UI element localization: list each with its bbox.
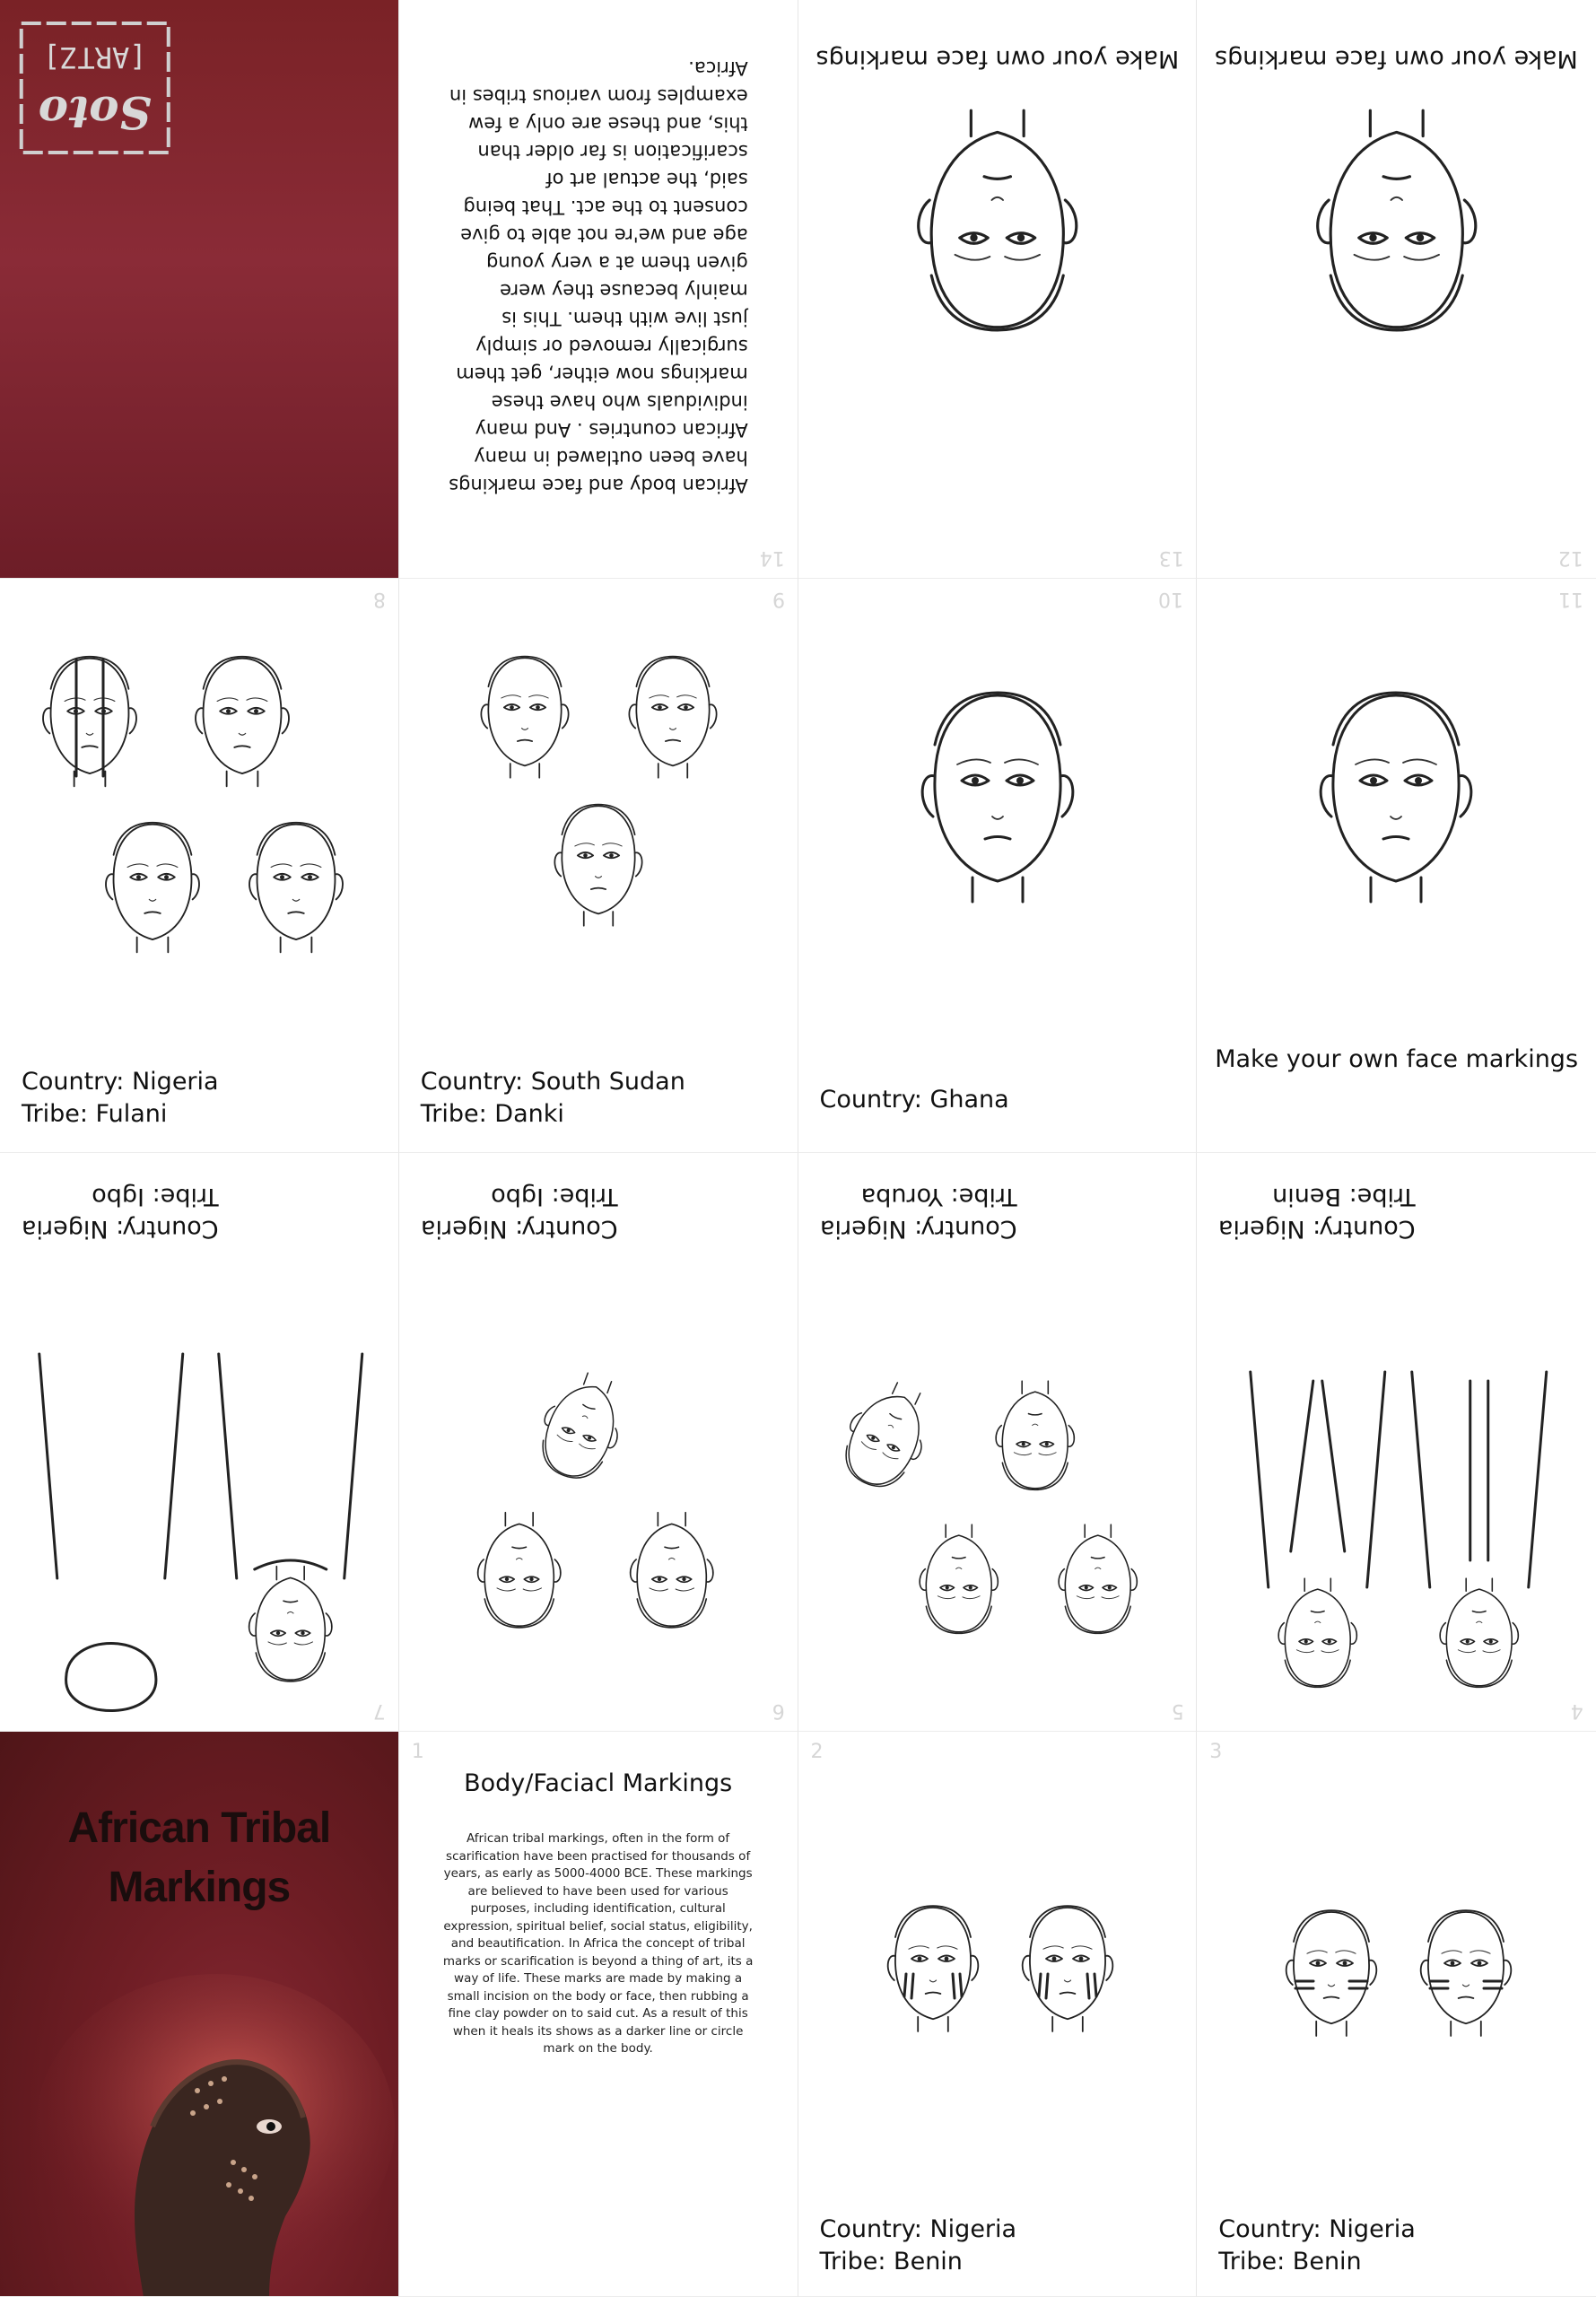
page-number: 12	[1558, 546, 1583, 569]
face-illustration	[671, 1568, 672, 1569]
row-3	[0, 1153, 1596, 1732]
logo-word-soto: Soto	[39, 86, 152, 139]
page-12-make-your-own	[1197, 0, 1596, 579]
face-illustration	[1331, 1974, 1332, 1975]
page-14-flipped	[399, 0, 798, 578]
page-12-flipped	[1197, 0, 1596, 578]
page-4-flipped	[1197, 1153, 1596, 1731]
tribe-label: Tribe: Igbo	[92, 1183, 219, 1210]
body-illustration	[1317, 1631, 1318, 1632]
body-illustration	[290, 1622, 291, 1623]
face-illustration	[525, 718, 526, 719]
intro-title: Body/Faciacl Markings	[464, 1769, 733, 1797]
caption	[22, 1180, 219, 1245]
tribe-label: Tribe: Danki	[420, 1100, 564, 1128]
body-illustration	[110, 1622, 111, 1623]
page-number: 13	[1158, 546, 1184, 569]
caption	[421, 1180, 618, 1245]
caption	[421, 1066, 685, 1131]
page-11-make-your-own	[1197, 579, 1596, 1153]
soto-artz-logo-icon	[14, 16, 176, 160]
face-illustration	[242, 722, 243, 723]
face-illustration	[581, 1425, 582, 1426]
body-illustration	[1478, 1631, 1479, 1632]
page-8-fulani	[0, 579, 399, 1153]
tribe-label: Tribe: Benin	[1218, 2248, 1362, 2275]
country-label: Country: South Sudan	[420, 1068, 685, 1096]
page-5-flipped	[798, 1153, 1197, 1731]
country-label: Country: Nigeria	[819, 2215, 1017, 2243]
page-number: 3	[1209, 1741, 1223, 1763]
page-9-danki	[399, 579, 798, 1153]
country-label: Country: Nigeria	[819, 1215, 1017, 1243]
page-13-make-your-own	[798, 0, 1198, 579]
page-1-intro	[399, 1732, 798, 2297]
page-6-igbo	[399, 1153, 798, 1732]
page-6-flipped	[399, 1153, 798, 1731]
page-number: 9	[772, 588, 785, 610]
back-cover-flipped	[0, 0, 398, 578]
page-14-intro	[399, 0, 798, 579]
row-2	[0, 579, 1596, 1153]
face-illustration	[1033, 1434, 1034, 1435]
tribe-label: Tribe: Yoruba	[860, 1183, 1017, 1210]
page-number: 2	[810, 1741, 824, 1763]
page-4-benin	[1197, 1153, 1596, 1732]
country-label: Country: Nigeria	[1218, 2215, 1416, 2243]
page-5-yoruba	[798, 1153, 1198, 1732]
caption	[1218, 1180, 1416, 1245]
front-cover-panel	[0, 1732, 399, 2297]
page-7-igbo	[0, 1153, 399, 1732]
page-number: 14	[759, 546, 785, 569]
page-2-benin	[798, 1732, 1198, 2297]
caption	[820, 1180, 1017, 1245]
face-illustration	[1096, 1577, 1097, 1578]
caption	[820, 2214, 1017, 2278]
tribe-label: Tribe: Fulani	[22, 1100, 168, 1128]
make-your-own-title: Make your own face markings	[1215, 45, 1579, 73]
page-7-flipped	[0, 1153, 398, 1731]
row-4	[0, 1732, 1596, 2297]
make-your-own-title: Make your own face markings	[815, 45, 1179, 73]
tribe-label: Tribe: Benin	[1272, 1183, 1416, 1210]
page-3-benin	[1197, 1732, 1596, 2297]
page-number: 4	[1571, 1699, 1583, 1722]
page-number: 5	[1171, 1699, 1184, 1722]
face-illustration	[1466, 1974, 1467, 1975]
face-illustration	[90, 722, 91, 723]
tribe-label: Tribe: Benin	[819, 2248, 963, 2275]
face-illustration	[598, 866, 599, 867]
country-label: Country: Ghana	[819, 1086, 1009, 1114]
intro-body: African tribal markings, often in the form of scarification have been practised for thousands of years, as early as 5000-4000 BCE. These markings are believed to have been used for various purposes, including identification, cultural expression, spiritual belief, social status, eligibility, and beautification. In Africa the concept of tribal marks or scarification is beyond a thing of art, its a way of life. These marks are made by making a small incision on the body or face, then rubbing a fine clay powder on to said cut. As a result of this when it heals its shows as a darker line or circle mark on the body.	[442, 1831, 754, 2056]
caption	[22, 1066, 219, 1131]
cover-title-line-2: Markings	[108, 1864, 291, 1911]
page-number: 11	[1558, 588, 1583, 610]
face-illustration	[933, 1969, 934, 1970]
page-10-ghana	[798, 579, 1198, 1153]
page-number: 6	[772, 1699, 785, 1722]
page-number: 1	[411, 1741, 424, 1763]
blank-face-illustration	[1396, 218, 1397, 219]
caption	[820, 1084, 1009, 1116]
face-illustration	[673, 718, 674, 719]
page-number: 7	[372, 1699, 386, 1722]
cover-title	[0, 1799, 398, 1917]
page-number: 8	[372, 588, 386, 610]
face-illustration	[296, 888, 297, 889]
caption	[1218, 2214, 1416, 2278]
blank-face-illustration	[996, 218, 997, 219]
page-13-flipped	[798, 0, 1197, 578]
page-number: 10	[1158, 588, 1184, 610]
cover-title-line-1: African Tribal	[67, 1804, 331, 1852]
country-label: Country: Nigeria	[420, 1215, 618, 1243]
cover-portrait-illustration	[0, 2028, 398, 2297]
back-cover-panel	[0, 0, 399, 579]
logo-word-artz: [ARTZ]	[43, 40, 147, 74]
country-label: Country: Nigeria	[22, 1215, 219, 1243]
make-your-own-title: Make your own face markings	[1215, 1045, 1579, 1073]
country-label: Country: Nigeria	[1218, 1215, 1416, 1243]
row-1	[0, 0, 1596, 579]
tribe-label: Tribe: Igbo	[491, 1183, 618, 1210]
country-label: Country: Nigeria	[22, 1068, 219, 1096]
face-illustration	[885, 1434, 886, 1435]
face-illustration	[957, 1577, 958, 1578]
intro-paragraph: African body and face markings have been outlawed in many African countries . And many individuals who have these markings now either, get them surgically removed or simply just live with them. This is mainly because they were given them at a very young age and we're not able to give consent to the act. That being said, the actual art of scarification is far older than this, and these are only a few examples from various tribes in Africa.	[448, 57, 748, 496]
